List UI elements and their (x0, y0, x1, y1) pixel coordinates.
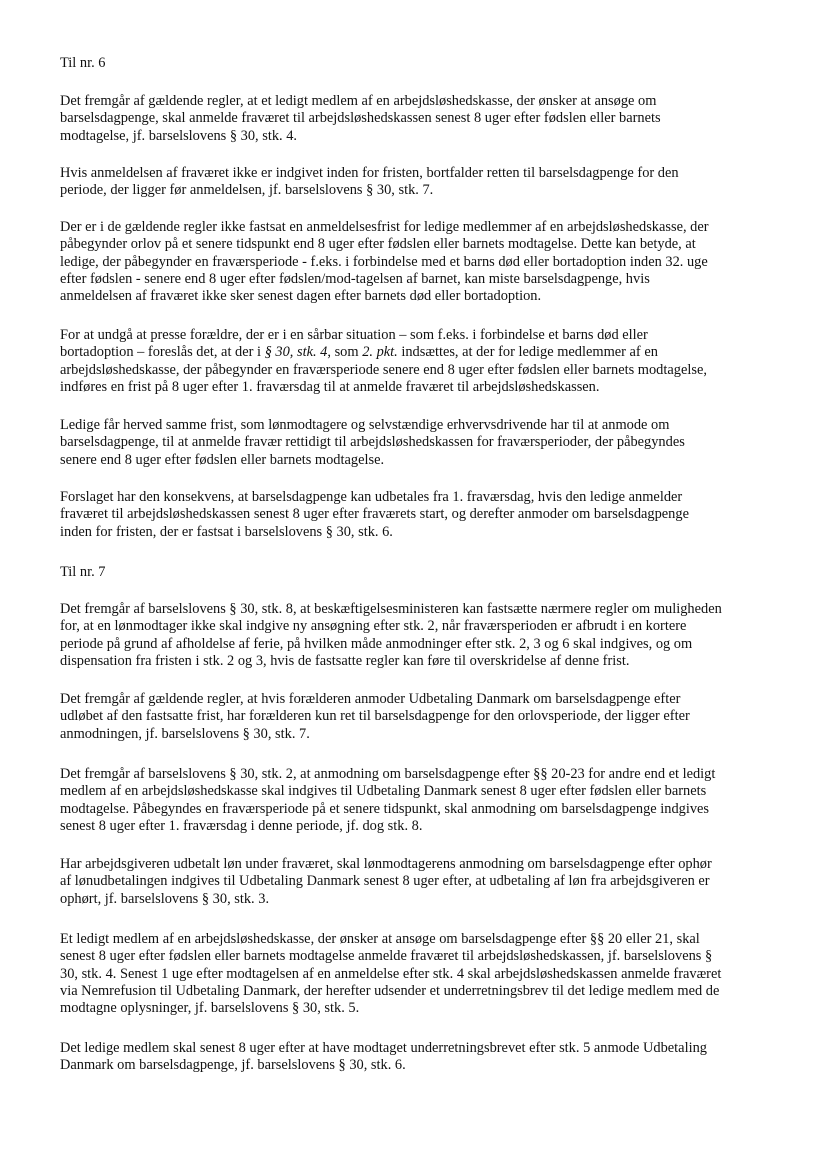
text-line: modtagelse, jf. barselslovens § 30, stk. 4. (60, 127, 298, 144)
paragraph (60, 1040, 764, 1075)
legal-reference: 2. pkt. (362, 344, 398, 361)
text-line (60, 344, 764, 361)
text-line: fraværet til arbejdsløshedskassen senest 8 uger efter fraværets start, og derefter anmoder om barselsdagpenge (60, 506, 689, 523)
paragraph (60, 93, 764, 145)
text-line: periode på grund af afholdelse af ferie, på hvilken måde anmodninger efter stk. 2, 3 og 6 skal indgives, og om (60, 635, 693, 652)
text-line: inden for fristen, der er fastsat i barselslovens § 30, stk. 6. (60, 523, 393, 540)
text-line: Der er i de gældende regler ikke fastsat en anmeldelsesfrist for ledige medlemmer af en arbejdsløshedskasse, der (60, 219, 709, 235)
text-line: ophørt, jf. barselslovens § 30, stk. 3. (60, 890, 270, 907)
text-line: udløbet af den fastsatte frist, har forælderen kun ret til barselsdagpenge for den orlovsperiode, der ligger efter (60, 708, 690, 725)
paragraph (60, 856, 764, 908)
text-line: Har arbejdsgiveren udbetalt løn under fraværet, skal lønmodtagerens anmodning om barselsdagpenge efter ophør (60, 856, 712, 872)
text-line: efter fødslen - senere end 8 uger efter fødslen/mod-tagelsen af barnet, kan miste barselsdagpenge, hvis (60, 270, 650, 287)
text-run: indsættes, at der for ledige medlemmer af en (397, 344, 658, 361)
text-run: bortadoption – foreslås det, at der i (60, 344, 265, 361)
text-line: senest 8 uger efter 1. fraværsdag i denne periode, jf. dog stk. 8. (60, 817, 423, 834)
paragraph (60, 417, 764, 469)
text-line: Forslaget har den konsekvens, at barselsdagpenge kan udbetales fra 1. fraværsdag, hvis den ledige anmelder (60, 489, 683, 505)
text-line: periode, der ligger før anmeldelsen, jf. barselslovens § 30, stk. 7. (60, 182, 434, 199)
text-line: Det fremgår af barselslovens § 30, stk. 8, at beskæftigelsesministeren kan fastsætte nærmere regler om muligheden (60, 601, 722, 617)
text-line: arbejdsløshedskasse, der påbegynder en fraværsperiode senere end 8 uger efter fødslen eller barnets modtagelse, (60, 361, 707, 378)
text-line: ledige, der påbegynder en fraværsperiode - f.eks. i forbindelse med et barns død eller bortadoption inden 32. uge (60, 253, 708, 270)
text-line: Hvis anmeldelsen af fraværet ikke er indgivet inden for fristen, bortfalder retten til barselsdagpenge for den (60, 165, 679, 181)
text-line: af lønudbetalingen indgives til Udbetaling Danmark senest 8 uger efter, at udbetaling af løn fra arbejdsgiveren er (60, 873, 710, 890)
text-line: Det fremgår af gældende regler, at hvis forælderen anmoder Udbetaling Danmark om barselsdagpenge efter (60, 691, 681, 707)
text-line: påbegynder orlov på et senere tidspunkt end 8 uger efter fødslen eller barnets modtagelse. Dette kan betyde, at (60, 236, 696, 253)
text-line: barselsdagpenge, skal anmelde fraværet til arbejdsløshedskassen senest 8 uger efter fødslen eller barnets (60, 110, 661, 127)
paragraph (60, 766, 764, 835)
paragraph (60, 327, 764, 396)
section-heading: Til nr. 6 (60, 55, 106, 71)
text-run: , som (327, 344, 363, 361)
text-line: anmodningen, jf. barselslovens § 30, stk. 7. (60, 725, 310, 742)
section-heading: Til nr. 7 (60, 564, 106, 580)
text-line: Ledige får herved samme frist, som lønmodtagere og selvstændige erhvervsdrivende har til at anmode om (60, 417, 670, 433)
text-line: anmeldelsen af fraværet ikke sker senest dagen efter barnets død eller bortadoption. (60, 288, 542, 305)
text-line: via Nemrefusion til Udbetaling Danmark, der herefter udsender et underretningsbrev til det ledige medlem med de (60, 982, 720, 999)
text-line: modtagne oplysninger, jf. barselslovens § 30, stk. 5. (60, 1000, 360, 1017)
text-line: For at undgå at presse forældre, der er i en sårbar situation – som f.eks. i forbindelse et barns død eller (60, 327, 648, 343)
text-line: modtagelse. Påbegyndes en fraværsperiode på et senere tidspunkt, skal anmodning om barselsdagpenge indgives (60, 800, 710, 817)
text-line: Det fremgår af barselslovens § 30, stk. 2, at anmodning om barselsdagpenge efter §§ 20-23 for andre end et ledigt (60, 766, 716, 782)
text-line: for, at en lønmodtager ikke skal indgive ny ansøgning efter stk. 2, når fraværsperioden er afbrudt i en kortere (60, 618, 687, 635)
legal-reference: § 30, stk. 4 (264, 344, 328, 361)
paragraph (60, 931, 764, 1017)
paragraph (60, 489, 764, 541)
paragraph (60, 601, 764, 670)
text-line: Et ledigt medlem af en arbejdsløshedskasse, der ønsker at ansøge om barselsdagpenge efter §§ 20 eller 21, skal (60, 931, 700, 947)
text-line: dispensation fra fristen i stk. 2 og 3, hvis de fastsatte regler kan føre til overskridelse af denne frist. (60, 652, 630, 669)
paragraph (60, 691, 764, 743)
text-line: Det ledige medlem skal senest 8 uger efter at have modtaget underretningsbrevet efter stk. 5 anmode Udbetaling (60, 1040, 707, 1056)
text-line: senere end 8 uger efter fødslen eller barnets modtagelse. (60, 451, 385, 468)
text-line: senest 8 uger efter fødslen eller barnets modtagelse anmelde fraværet til arbejdsløshedskassen, jf. barselslovens § (60, 948, 713, 965)
paragraph (60, 165, 764, 200)
text-line: Det fremgår af gældende regler, at et ledigt medlem af en arbejdsløshedskasse, der ønsker at ansøge om (60, 93, 657, 109)
text-line: Danmark om barselsdagpenge, jf. barselslovens § 30, stk. 6. (60, 1057, 406, 1074)
text-line: 30, stk. 4. Senest 1 uge efter modtagelsen af en anmeldelse efter stk. 4 skal arbejdsløshedskassen anmelde fraværet (60, 965, 722, 982)
text-line: indføres en frist på 8 uger efter 1. fraværsdag til at anmelde fraværet til arbejdsløshedskassen. (60, 378, 600, 395)
paragraph (60, 219, 764, 305)
text-line: medlem af en arbejdsløshedskasse skal indgives til Udbetaling Danmark senest 8 uger efter fødslen eller barnets (60, 783, 707, 800)
text-line: barselsdagpenge, til at anmelde fravær rettidigt til arbejdsløshedskassen for fraværsperioder, der påbegyndes (60, 434, 685, 451)
